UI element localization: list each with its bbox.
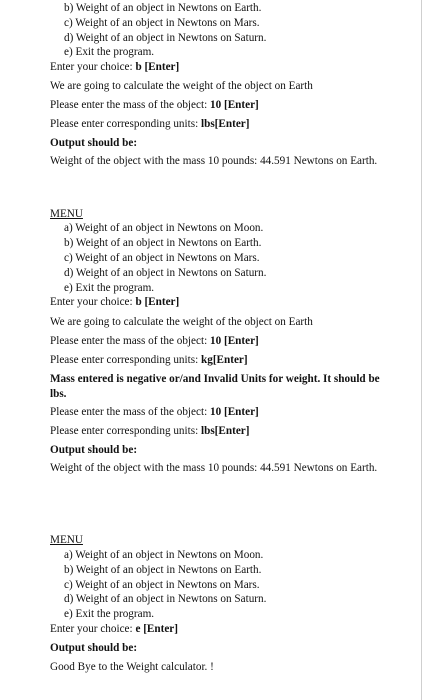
choice-prefix: Enter your choice: bbox=[50, 61, 136, 73]
output-text: Good Bye to the Weight calculator. ! bbox=[50, 661, 214, 673]
menu-item: b) Weight of an object in Newtons on Earth. bbox=[64, 2, 262, 14]
mass-prefix: Please enter the mass of the object: bbox=[50, 335, 210, 347]
mass-prompt bbox=[50, 335, 259, 348]
output-label-text: Output should be: bbox=[50, 137, 138, 149]
units-value: kg[Enter] bbox=[201, 354, 248, 366]
units-prompt bbox=[50, 425, 249, 438]
choice-value: b [Enter] bbox=[135, 61, 180, 73]
units-prefix: Please enter corresponding units: bbox=[50, 425, 201, 437]
menu-item: e) Exit the program. bbox=[64, 608, 155, 620]
menu-item: c) Weight of an object in Newtons on Mars. bbox=[64, 17, 260, 29]
mass-prefix: Please enter the mass of the object: bbox=[50, 99, 210, 111]
mass-prompt bbox=[50, 99, 259, 112]
output-label bbox=[50, 444, 137, 457]
mass-prefix: Please enter the mass of the object: bbox=[50, 406, 210, 418]
choice-line bbox=[50, 61, 179, 74]
output-label bbox=[50, 137, 137, 150]
menu-item: e) Exit the program. bbox=[64, 46, 155, 58]
output-text: Weight of the object with the mass 10 pounds: 44.591 Newtons on Earth. bbox=[50, 462, 378, 474]
info-line: We are going to calculate the weight of the object on Earth bbox=[50, 316, 313, 328]
output-label bbox=[50, 642, 137, 655]
menu-item: b) Weight of an object in Newtons on Earth. bbox=[64, 237, 262, 249]
menu-item: e) Exit the program. bbox=[64, 282, 155, 294]
choice-value: e [Enter] bbox=[135, 623, 178, 635]
menu-item: d) Weight of an object in Newtons on Saturn. bbox=[64, 593, 267, 605]
mass-value: 10 [Enter] bbox=[210, 335, 259, 347]
output-label-text: Output should be: bbox=[50, 444, 138, 456]
menu-item: a) Weight of an object in Newtons on Moon. bbox=[64, 222, 264, 234]
error-message: Mass entered is negative or/and Invalid Units for weight. It should be lbs. bbox=[50, 373, 380, 400]
mass-value: 10 [Enter] bbox=[210, 406, 259, 418]
choice-prefix: Enter your choice: bbox=[50, 623, 136, 635]
menu-item: b) Weight of an object in Newtons on Earth. bbox=[64, 564, 262, 576]
choice-line bbox=[50, 623, 178, 636]
menu-item: a) Weight of an object in Newtons on Moon. bbox=[64, 549, 264, 561]
info-line: We are going to calculate the weight of the object on Earth bbox=[50, 80, 313, 92]
menu-item: c) Weight of an object in Newtons on Mars. bbox=[64, 579, 260, 591]
output-text: Weight of the object with the mass 10 pounds: 44.591 Newtons on Earth. bbox=[50, 155, 378, 167]
units-prefix: Please enter corresponding units: bbox=[50, 354, 201, 366]
units-value: lbs[Enter] bbox=[201, 118, 250, 130]
menu-item: d) Weight of an object in Newtons on Saturn. bbox=[64, 32, 267, 44]
units-prompt bbox=[50, 354, 248, 367]
units-prompt bbox=[50, 118, 249, 131]
mass-value: 10 [Enter] bbox=[210, 99, 259, 111]
menu-item: d) Weight of an object in Newtons on Saturn. bbox=[64, 267, 267, 279]
choice-value: b [Enter] bbox=[135, 296, 180, 308]
menu-item: c) Weight of an object in Newtons on Mars. bbox=[64, 252, 260, 264]
mass-prompt bbox=[50, 406, 259, 419]
output-label-text: Output should be: bbox=[50, 642, 138, 654]
page-edge-line bbox=[421, 0, 422, 700]
menu-heading: MENU bbox=[50, 208, 83, 220]
choice-line bbox=[50, 296, 179, 309]
menu-heading: MENU bbox=[50, 534, 83, 546]
units-value: lbs[Enter] bbox=[201, 425, 250, 437]
units-prefix: Please enter corresponding units: bbox=[50, 118, 201, 130]
choice-prefix: Enter your choice: bbox=[50, 296, 136, 308]
